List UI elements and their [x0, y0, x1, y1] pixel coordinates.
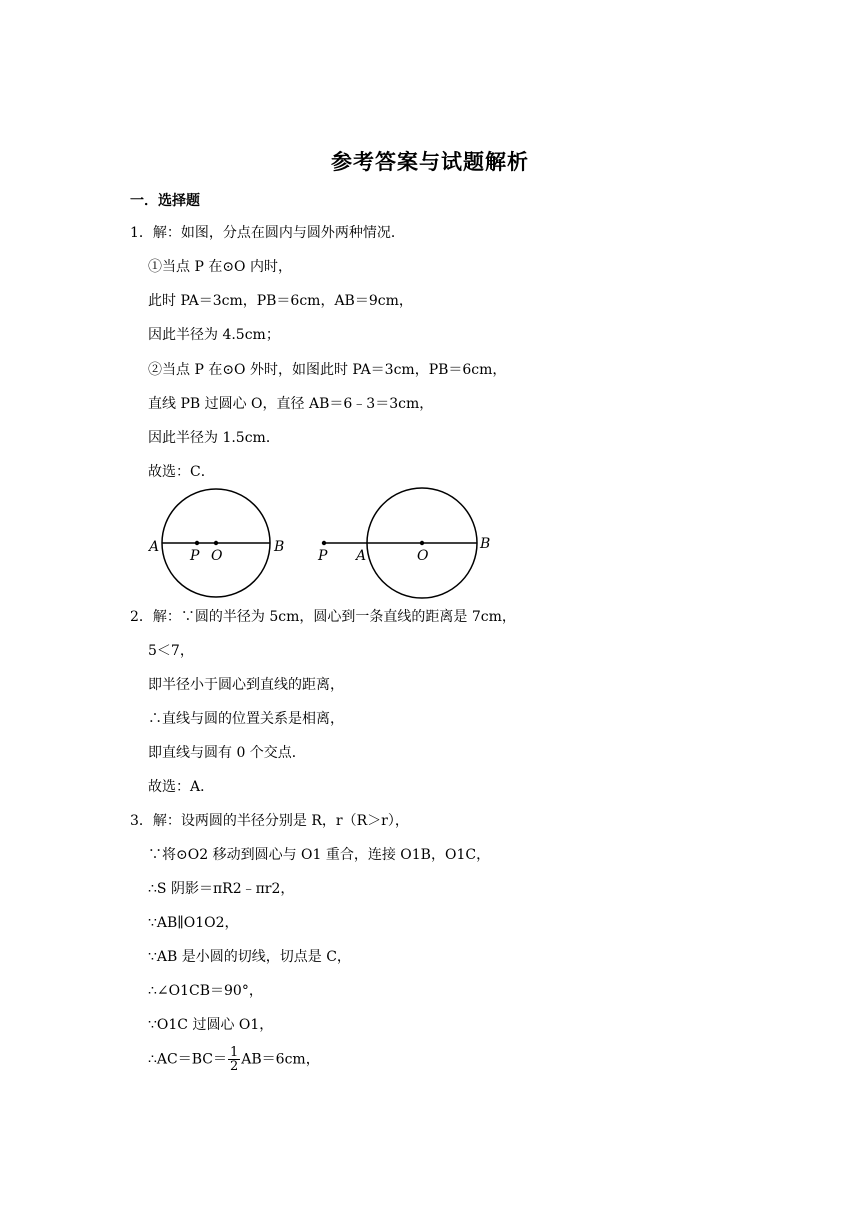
label-b: B — [480, 536, 491, 552]
figure-point-inside — [146, 488, 296, 600]
figure-point-outside — [312, 484, 498, 600]
page-title: 参考答案与试题解析 — [331, 150, 529, 174]
q2-line-6: 故选：A． — [148, 779, 215, 795]
fraction-one-half — [228, 1046, 240, 1073]
q3-line-8-start: ∴AC＝BC＝ — [148, 1051, 227, 1068]
q1-line-3: 此时 PA＝3cm，PB＝6cm，AB＝9cm， — [148, 293, 413, 309]
q1-line-2: ①当点 P 在⊙O 内时， — [148, 259, 292, 275]
section-heading: 一．选择题 — [130, 193, 200, 209]
q2-line-5: 即直线与圆有 0 个交点． — [148, 745, 306, 761]
q3-line-8 — [148, 1046, 320, 1073]
q3-line-8-end: AB＝6cm， — [241, 1051, 320, 1068]
label-p: P — [318, 548, 328, 564]
q3-line-6: ∴∠O1CB＝90°， — [148, 983, 263, 999]
q2-line-1: 2．解：∵圆的半径为 5cm，圆心到一条直线的距离是 7cm， — [130, 609, 516, 625]
point-o — [420, 541, 424, 545]
label-o: O — [417, 548, 429, 564]
q3-line-5: ∵AB 是小圆的切线，切点是 C， — [148, 949, 351, 965]
fraction-denominator: 2 — [230, 1059, 239, 1074]
q3-line-2: ∵将⊙O2 移动到圆心与 O1 重合，连接 O1B，O1C， — [148, 847, 491, 863]
label-b: B — [274, 539, 285, 555]
point-p — [322, 541, 326, 545]
point-o — [214, 541, 218, 545]
label-o: O — [211, 548, 223, 564]
fraction-numerator: 1 — [230, 1045, 239, 1060]
q1-line-7: 因此半径为 1.5cm． — [148, 430, 280, 446]
q3-line-3: ∴S 阴影＝πR2﹣πr2， — [148, 881, 295, 897]
q2-line-4: ∴直线与圆的位置关系是相离， — [148, 711, 344, 727]
label-p: P — [190, 548, 200, 564]
q1-line-5: ②当点 P 在⊙O 外时，如图此时 PA＝3cm，PB＝6cm， — [148, 362, 507, 378]
q3-line-4: ∵AB∥O1O2， — [148, 915, 239, 931]
q1-line-8: 故选：C． — [148, 464, 215, 480]
label-a: A — [149, 539, 160, 555]
q3-line-7: ∵O1C 过圆心 O1， — [148, 1017, 274, 1033]
q3-line-1: 3．解：设两圆的半径分别是 R，r（R＞r）， — [130, 813, 409, 829]
label-a: A — [356, 548, 367, 564]
q2-line-2: 5＜7， — [148, 643, 194, 659]
q1-line-4: 因此半径为 4.5cm； — [148, 327, 280, 343]
point-p — [195, 541, 199, 545]
q1-line-1: 1．解：如图，分点在圆内与圆外两种情况． — [130, 225, 405, 241]
q2-line-3: 即半径小于圆心到直线的距离， — [148, 677, 344, 693]
q1-line-6: 直线 PB 过圆心 O，直径 AB＝6﹣3＝3cm， — [148, 396, 434, 412]
